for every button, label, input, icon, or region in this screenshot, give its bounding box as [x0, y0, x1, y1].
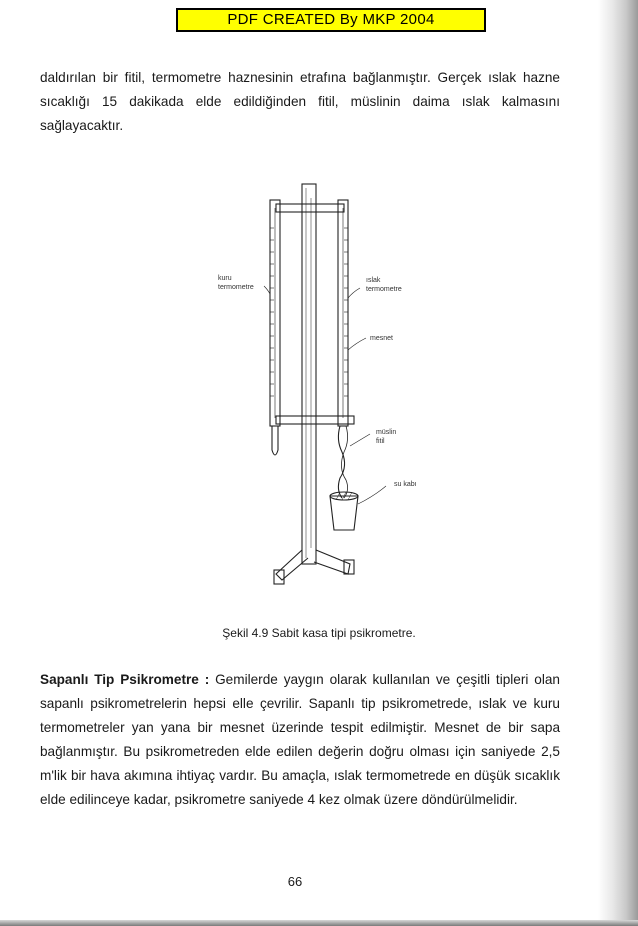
label-dry-thermometer-2: termometre: [218, 284, 254, 291]
dry-bulb: [272, 426, 278, 455]
support-post: [302, 184, 316, 564]
label-water-cup: su kabı: [394, 481, 417, 488]
psychrometer-figure: [190, 178, 470, 598]
figure-caption: Şekil 4.9 Sabit kasa tipi psikrometre.: [222, 626, 416, 640]
paragraph-wick-description: daldırılan bir fitil, termometre haznesinin etrafına bağlanmıştır. Gerçek ıslak hazne sıcaklığı 15 dakikada elde edildiğinden fitil, müslinin daima ıslak kalmasını sağlayacaktır.: [40, 70, 560, 133]
base-leg-right: [314, 550, 350, 574]
top-crossbar: [276, 204, 344, 212]
label-dry-thermometer-1: kuru: [218, 275, 232, 282]
base-leg-left: [276, 550, 308, 580]
bottom-crossbar: [276, 416, 354, 424]
page-number: 66: [287, 874, 303, 889]
page-bottom-edge: [0, 920, 638, 926]
label-wet-thermometer-2: termometre: [366, 286, 402, 293]
label-wet-thermometer-1: ıslak: [366, 277, 381, 284]
label-support: mesnet: [370, 335, 393, 342]
label-muslin-2: fitil: [376, 438, 385, 445]
section-body: Gemilerde yaygın olarak kullanılan ve çeşitli tipleri olan sapanlı psikrometrelerin hepsi elle çevrilir. Sapanlı tip psikrometrede, ıslak ve kuru termometreler yan yana bir mesnet üzerinde tespit edilmiştir. Mesnet de bir sapa bağlanmıştır. Bu psikrometreden elde edilen değerin doğru olması için saniyede 2,5 m'lik bir hava akımına ihtiyaç vardır. Bu amaçla, ıslak termometrede en düşük sıcaklık elde edilinceye kadar, psikrometre saniyede 4 kez olmak üzere döndürülmelidir.: [40, 672, 560, 807]
water-cup: [330, 496, 358, 530]
section-heading: Sapanlı Tip Psikrometre :: [40, 672, 210, 687]
paragraph-sling-psychrometer: [40, 668, 560, 812]
page-edge-shadow: [598, 0, 638, 926]
label-muslin-1: müslin: [376, 429, 397, 436]
pdf-banner: PDF CREATED By MKP 2004: [176, 8, 486, 32]
